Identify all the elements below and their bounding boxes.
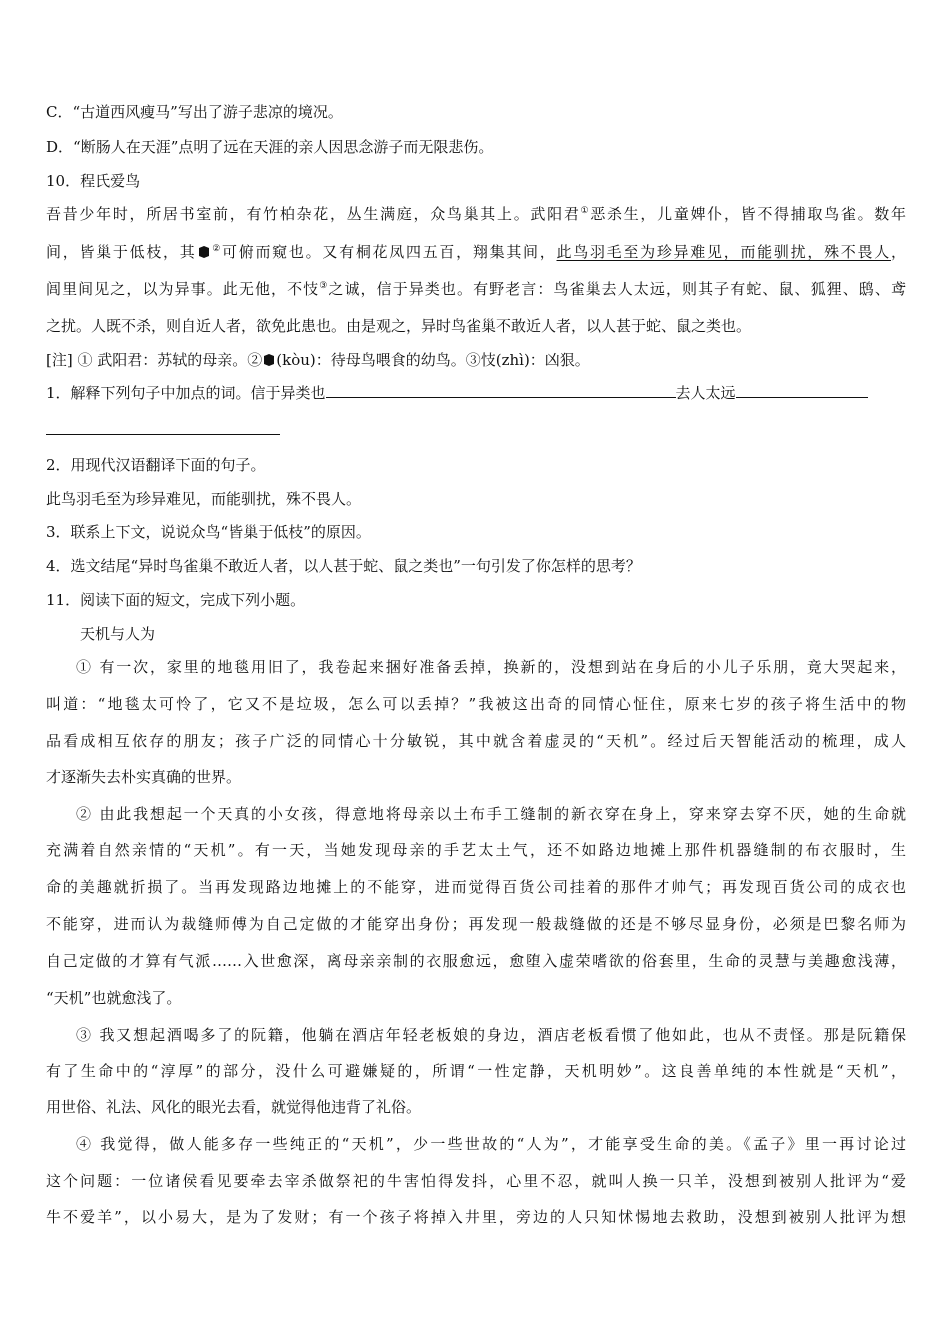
q10-subquestion-3: 3．联系上下文，说说众鸟“皆巢于低枝”的原因。: [46, 523, 371, 541]
q10-notes: [46, 350, 906, 370]
essay-p3-line-3: 用世俗、礼法、风化的眼光去看，就觉得他违背了礼俗。: [46, 1098, 422, 1116]
essay-p1-line-1: ① 有一次，家里的地毯用旧了，我卷起来捆好准备丢掉，换新的，没想到站在身后的小儿子乐朋，竟大哭起来，: [76, 658, 906, 676]
text-span: 去人太远: [675, 384, 736, 402]
answer-blank-continuation[interactable]: [46, 434, 280, 435]
essay-p2-line-3: 命的美趣就折损了。当再发现路边地摊上的不能穿，进而觉得百货公司挂着的那件才帅气；再发现百货公司的成衣也: [46, 878, 906, 896]
text-span: ，: [890, 243, 906, 261]
footnote-mark: ②: [210, 244, 223, 254]
essay-p2-line-1: ② 由此我想起一个天真的小女孩，得意地将母亲以土布手工缝制的新衣穿在身上，穿来穿去穿不厌，她的生命就: [76, 805, 906, 823]
essay-p2-line-6: “天机”也就愈浅了。: [46, 989, 182, 1007]
q10-subquestion-2: 2．用现代汉语翻译下面的句子。: [46, 456, 266, 474]
q10-subquestion-1: [46, 383, 906, 403]
text-span: 间，皆巢于低枝，其: [46, 243, 197, 261]
essay-title: 天机与人为: [80, 625, 156, 643]
answer-blank-1[interactable]: [326, 383, 676, 398]
essay-p1-line-3: 品看成相互依存的朋友；孩子广泛的同情心十分敏锐，其中就含着虚灵的“天机”。经过后天智能活动的梳理，成人: [46, 732, 906, 750]
text-span: 吾昔少年时，所居书室前，有竹柏杂花，丛生满庭，众鸟巢其上。武阳君: [46, 205, 581, 223]
essay-p1-line-4: 才逐渐失去朴实真确的世界。: [46, 768, 242, 786]
q10-subquestion-4: 4．选文结尾“异时鸟雀巢不敢近人者，以人甚于蛇、鼠之类也”一句引发了你怎样的思考？: [46, 557, 641, 575]
essay-p3-line-1: ③ 我又想起酒喝多了的阮籍，他躺在酒店年轻老板娘的身边，酒店老板看惯了他如此，也从不责怪。那是阮籍保: [76, 1026, 906, 1044]
answer-blank-2[interactable]: [736, 383, 868, 398]
text-span: 可俯而窥也。又有桐花凤四五百，翔集其间，: [222, 243, 557, 261]
text-span: 闾里间见之，以为异事。此无他，不忮: [46, 280, 320, 298]
q10-subquestion-2-sentence: 此鸟羽毛至为珍异难见，而能驯扰，殊不畏人。: [46, 490, 362, 508]
footnote-mark: ③: [319, 281, 329, 291]
q10-passage-line-1: [46, 204, 906, 224]
q9-option-d: D．“断肠人在天涯”点明了远在天涯的亲人因思念游子而无限悲伤。: [46, 138, 494, 156]
q9-option-c: C．“古道西风瘦马”写出了游子悲凉的境况。: [46, 103, 343, 121]
essay-p2-line-4: 不能穿，进而认为裁缝师傅为自己定做的才能穿出身份；再发现一般裁缝做的还是不够尽显身份，必须是巴黎名师为: [46, 915, 906, 933]
essay-p3-line-2: 有了生命中的“淳厚”的部分，没什么可避嫌疑的，所谓“一性定静，天机明妙”。这良善单纯的本性就是“天机”，: [46, 1062, 906, 1080]
text-span: 之诚，信于异类也。有野老言：鸟雀巢去人太远，则其子有蛇、鼠、狐狸、鸱、鸢: [328, 280, 906, 298]
essay-p1-line-2: 叫道：“地毯太可怜了，它又不是垃圾，怎么可以丢掉？”我被这出奇的同情心怔住，原来七岁的孩子将生活中的物: [46, 695, 906, 713]
text-span: 1．解释下列句子中加点的词。信于异类也: [46, 384, 326, 402]
rare-character-glyph-icon: [262, 353, 276, 367]
essay-p4-line-2: 这个问题：一位诸侯看见要牵去宰杀做祭祀的牛害怕得发抖，心里不忍，就叫人换一只羊，没想到被别人批评为“爱: [46, 1172, 906, 1190]
q10-passage-line-3: [46, 279, 906, 299]
text-span: (kòu)：待母鸟喂食的幼鸟。③忮(zhì)：凶狠。: [276, 351, 590, 369]
essay-p2-line-5: 自己定做的才算有气派……入世愈深，离母亲亲制的衣服愈远，愈堕入虚荣嗜欲的俗套里，生命的灵慧与美趣愈浅薄，: [46, 952, 906, 970]
q10-passage-line-4: 之扰。人既不杀，则自近人者，欲免此患也。由是观之，异时鸟雀巢不敢近人者，以人甚于蛇、鼠之类也。: [46, 317, 752, 335]
q10-title: 10．程氏爱鸟: [46, 172, 141, 190]
underlined-sentence: 此鸟羽毛至为珍异难见，而能驯扰，殊不畏人: [556, 243, 891, 261]
footnote-mark: ①: [580, 206, 591, 216]
rare-character-glyph-icon: [197, 245, 211, 259]
q10-passage-line-2: [46, 242, 906, 262]
text-span: 恶杀生，儿童婢仆，皆不得捕取鸟雀。数年: [590, 205, 906, 223]
q11-title: 11．阅读下面的短文，完成下列小题。: [46, 591, 306, 609]
essay-p2-line-2: 充满着自然亲情的“天机”。有一天，当她发现母亲的手艺太土气，还不如路边地摊上那件机器缝制的布衣服时，生: [46, 841, 906, 859]
essay-p4-line-3: 牛不爱羊”，以小易大，是为了发财；有一个孩子将掉入井里，旁边的人只知怵惕地去救助，没想到被别人批评为想: [46, 1208, 906, 1226]
text-span: [注] ① 武阳君：苏轼的母亲。②: [46, 351, 263, 369]
essay-p4-line-1: ④ 我觉得，做人能多存一些纯正的“天机”，少一些世故的“人为”，才能享受生命的美。《孟子》里一再讨论过: [76, 1135, 906, 1153]
